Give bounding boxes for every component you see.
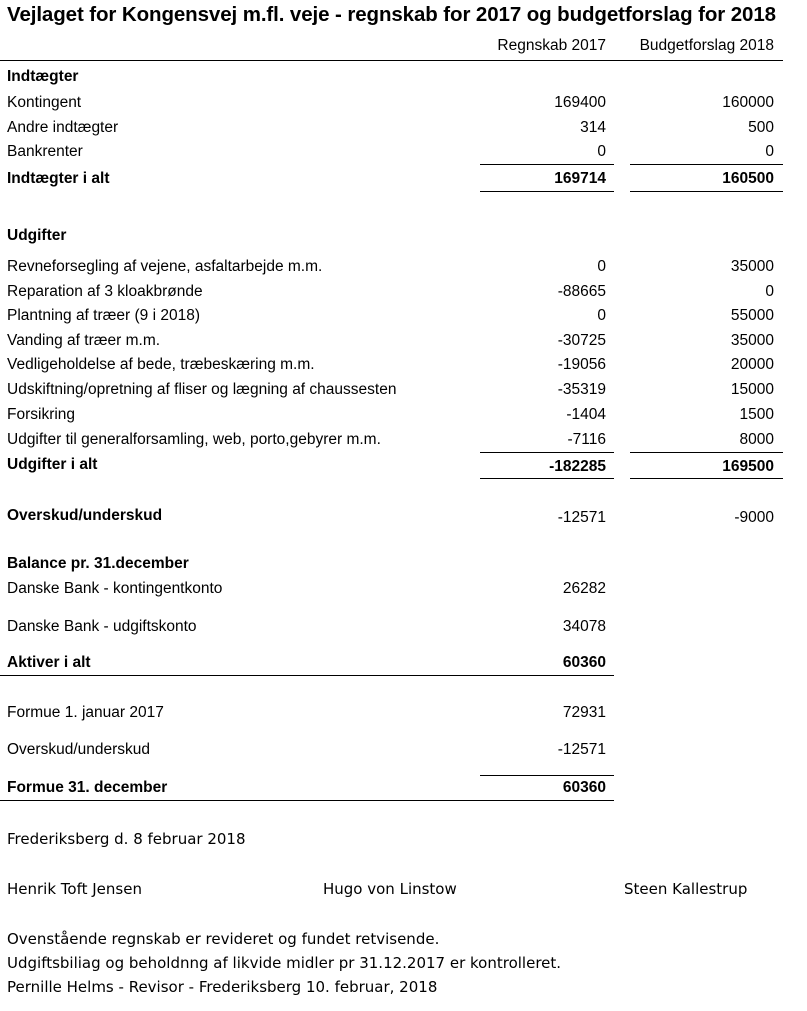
expense-total-rule-col2	[630, 478, 783, 479]
expense-row-label: Udskiftning/opretning af fliser og lægning af chaussesten	[7, 381, 397, 398]
income-total-rule-col1	[480, 191, 614, 192]
expense-subtotal-rule-col1	[480, 452, 614, 453]
expenses-total-col1: -182285	[549, 458, 606, 475]
expense-row-label: Forsikring	[7, 406, 76, 423]
income-heading: Indtægter	[7, 68, 79, 85]
equity-subtotal-rule	[480, 775, 614, 776]
expense-row-col2: 8000	[739, 431, 774, 448]
expense-row-col2: 1500	[739, 406, 774, 423]
expense-row-label: Revneforsegling af vejene, asfaltarbejde m.m.	[7, 258, 323, 275]
expense-row-col1: 0	[597, 307, 606, 324]
income-subtotal-rule-col2	[630, 164, 783, 165]
column-header-regnskab: Regnskab 2017	[497, 37, 606, 54]
expense-row-col2: 35000	[730, 258, 774, 275]
audit-line: Ovenstående regnskab er revideret og fundet retvisende.	[7, 930, 440, 948]
balance-total-rule	[0, 675, 614, 676]
expense-total-rule-col1	[480, 478, 614, 479]
expense-row-col1: -88665	[557, 283, 606, 300]
expense-row-col1: 0	[597, 258, 606, 275]
expense-row-col1: -7116	[567, 431, 606, 448]
income-row-col2: 500	[748, 119, 774, 136]
income-row-col2: 0	[765, 143, 774, 160]
income-row-label: Kontingent	[7, 94, 82, 111]
equity-total-label: Formue 31. december	[7, 779, 168, 796]
expense-row-col2: 55000	[730, 307, 774, 324]
expense-row-label: Vedligeholdelse af bede, træbeskæring m.m.	[7, 356, 315, 373]
expenses-total-col2: 169500	[722, 458, 774, 475]
balance-row-value: 34078	[562, 618, 606, 635]
signatory: Steen Kallestrup	[624, 880, 748, 898]
column-header-budget: Budgetforslag 2018	[639, 37, 774, 54]
signatory: Hugo von Linstow	[323, 880, 457, 898]
income-subtotal-rule-col1	[480, 164, 614, 165]
income-row-col1: 169400	[554, 94, 606, 111]
expense-row-col2: 0	[765, 283, 774, 300]
income-total-rule-col2	[630, 191, 783, 192]
income-total-col2: 160500	[722, 170, 774, 187]
result-col1: -12571	[557, 509, 606, 526]
audit-line: Udgiftsbiliag og beholdnng af likvide midler pr 31.12.2017 er kontrolleret.	[7, 954, 562, 972]
result-col2: -9000	[734, 509, 774, 526]
equity-total-value: 60360	[562, 779, 606, 796]
equity-row-value: 72931	[562, 704, 606, 721]
expense-row-col1: -35319	[557, 381, 606, 398]
expense-row-col1: -30725	[557, 332, 606, 349]
expense-row-col2: 15000	[730, 381, 774, 398]
expense-row-label: Plantning af træer (9 i 2018)	[7, 307, 200, 324]
expense-row-col1: -1404	[566, 406, 606, 423]
expense-row-col2: 20000	[730, 356, 774, 373]
expense-row-col2: 35000	[730, 332, 774, 349]
income-total-label: Indtægter i alt	[7, 170, 110, 187]
equity-row-label: Overskud/underskud	[7, 741, 151, 758]
income-row-label: Andre indtægter	[7, 119, 119, 136]
expenses-heading: Udgifter	[7, 227, 67, 244]
expense-row-label: Udgifter til generalforsamling, web, porto,gebyrer m.m.	[7, 431, 381, 448]
balance-row-label: Danske Bank - udgiftskonto	[7, 618, 197, 635]
balance-total-value: 60360	[562, 654, 606, 671]
balance-row-label: Danske Bank - kontingentkonto	[7, 580, 223, 597]
income-row-label: Bankrenter	[7, 143, 83, 160]
balance-heading: Balance pr. 31.december	[7, 555, 189, 572]
balance-row-value: 26282	[562, 580, 606, 597]
expense-row-col1: -19056	[557, 356, 606, 373]
equity-total-rule	[0, 800, 614, 801]
balance-total-label: Aktiver i alt	[7, 654, 91, 671]
expense-row-label: Reparation af 3 kloakbrønde	[7, 283, 203, 300]
document-title: Vejlaget for Kongensvej m.fl. veje - regnskab for 2017 og budgetforslag for 2018	[7, 3, 776, 26]
equity-row-label: Formue 1. januar 2017	[7, 704, 164, 721]
audit-line: Pernille Helms - Revisor - Frederiksberg 10. februar, 2018	[7, 978, 438, 996]
expenses-total-label: Udgifter i alt	[7, 456, 98, 473]
expense-subtotal-rule-col2	[630, 452, 783, 453]
income-row-col2: 160000	[722, 94, 774, 111]
equity-row-value: -12571	[557, 741, 606, 758]
expense-row-label: Vanding af træer m.m.	[7, 332, 161, 349]
income-row-col1: 0	[597, 143, 606, 160]
result-label: Overskud/underskud	[7, 507, 163, 524]
income-total-col1: 169714	[554, 170, 606, 187]
income-row-col1: 314	[580, 119, 606, 136]
signatory: Henrik Toft Jensen	[7, 880, 142, 898]
place-date: Frederiksberg d. 8 februar 2018	[7, 830, 246, 848]
header-rule	[0, 60, 783, 61]
